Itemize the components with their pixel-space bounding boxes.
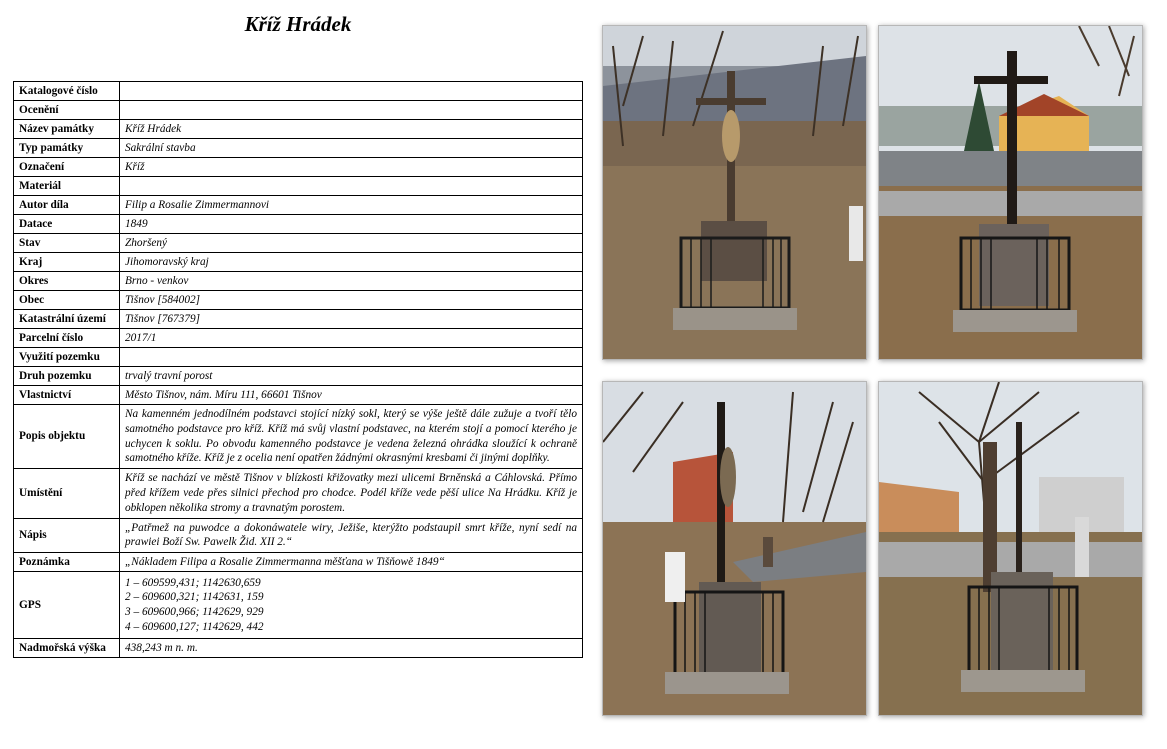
- row-value: Brno - venkov: [120, 272, 583, 291]
- row-value: „Nákladem Filipa a Rosalie Zimmermanna měšťana w Tišňowě 1849“: [120, 553, 583, 572]
- cross-side-image: [603, 382, 866, 715]
- table-row: [14, 553, 583, 572]
- row-value: Kříž se nachází ve městě Tišnov v blízkosti křižovatky mezi ulicemi Brněnská a Cáhlovská. Přímo před křížem vede přes silnici přechod pro chodce. Podél kříže vede pěší ulice Na Hrádku. Kříž je obklopen několika stromy a travnatým porostem.: [120, 469, 583, 518]
- row-label: Ocenění: [14, 101, 120, 120]
- row-label: Katastrální území: [14, 310, 120, 329]
- photo-cross-side: [602, 381, 867, 716]
- row-label: Popis objektu: [14, 405, 120, 469]
- row-value: Tišnov [767379]: [120, 310, 583, 329]
- row-label: Datace: [14, 215, 120, 234]
- table-row: [14, 82, 583, 101]
- gps-line: 1 – 609599,431; 1142630,659: [125, 576, 261, 589]
- row-label: Stav: [14, 234, 120, 253]
- row-value: 438,243 m n. m.: [120, 639, 583, 658]
- photo-cross-tree: [878, 381, 1143, 716]
- table-row: [14, 120, 583, 139]
- table-row: [14, 215, 583, 234]
- row-label: Typ památky: [14, 139, 120, 158]
- table-row: [14, 639, 583, 658]
- row-value: [120, 348, 583, 367]
- gps-values: [120, 572, 583, 639]
- photo-cross-front: [602, 25, 867, 360]
- row-label: Materiál: [14, 177, 120, 196]
- table-row: [14, 139, 583, 158]
- row-value: trvalý travní porost: [120, 367, 583, 386]
- table-row: [14, 469, 583, 518]
- row-value: Zhoršený: [120, 234, 583, 253]
- table-row: [14, 177, 583, 196]
- row-value: Na kamenném jednodílném podstavci stojící nízký sokl, který se výše ještě dále zužuje a tvoří tělo samotného podstavce pro kříž. Kříž má svůj vlastní podstavec, na kterém stojí a pomocí kterého je uchycen k soklu. Po obvodu kamenného podstavce je vedena železná ohrádka sloužící k ochraně samotného kříže. Kříž je z ocelia není opatřen žádnými okrasnými kresbami či jinými doplňky.: [120, 405, 583, 469]
- gps-line: 3 – 609600,966; 1142629, 929: [125, 606, 264, 619]
- table-row: [14, 405, 583, 469]
- table-row: [14, 367, 583, 386]
- table-row: [14, 253, 583, 272]
- row-label: Název památky: [14, 120, 120, 139]
- row-value: Město Tišnov, nám. Míru 111, 66601 Tišnov: [120, 386, 583, 405]
- row-label: Využití pozemku: [14, 348, 120, 367]
- row-label: Poznámka: [14, 553, 120, 572]
- table-row: [14, 329, 583, 348]
- row-value: „Patřmež na puwodce a dokonáwatele wiry, Ježiše, kterýžto podstaupil smrt kříže, nyní sedí na prawiei Boží Sw. Pawelk Žid. XII 2.“: [120, 518, 583, 553]
- row-value: Kříž: [120, 158, 583, 177]
- row-value: Kříž Hrádek: [120, 120, 583, 139]
- cross-front-image: [603, 26, 866, 359]
- row-value: 2017/1: [120, 329, 583, 348]
- table-row: [14, 386, 583, 405]
- table-row: [14, 348, 583, 367]
- row-value: [120, 82, 583, 101]
- table-row: [14, 272, 583, 291]
- table-row: [14, 310, 583, 329]
- row-label: Označení: [14, 158, 120, 177]
- row-label: Autor díla: [14, 196, 120, 215]
- row-label: Druh pozemku: [14, 367, 120, 386]
- row-value: Sakrální stavba: [120, 139, 583, 158]
- row-label: GPS: [14, 572, 120, 639]
- row-value: [120, 177, 583, 196]
- row-label: Kraj: [14, 253, 120, 272]
- row-label: Katalogové číslo: [14, 82, 120, 101]
- table-row: [14, 234, 583, 253]
- row-value: Filip a Rosalie Zimmermannovi: [120, 196, 583, 215]
- row-label: Nadmořská výška: [14, 639, 120, 658]
- gps-line: 2 – 609600,321; 1142631, 159: [125, 591, 264, 604]
- table-row: [14, 518, 583, 553]
- row-label: Umístění: [14, 469, 120, 518]
- table-row: [14, 291, 583, 310]
- row-label: Obec: [14, 291, 120, 310]
- monument-info-table: [13, 81, 583, 658]
- row-label: Okres: [14, 272, 120, 291]
- gps-line: 4 – 609600,127; 1142629, 442: [125, 620, 264, 633]
- row-label: Parcelní číslo: [14, 329, 120, 348]
- table-row: [14, 158, 583, 177]
- row-value: 1849: [120, 215, 583, 234]
- row-value: Tišnov [584002]: [120, 291, 583, 310]
- page-title: Kříž Hrádek: [244, 12, 352, 36]
- photo-cross-street: [878, 25, 1143, 360]
- cross-street-image: [879, 26, 1142, 359]
- table-row: [14, 101, 583, 120]
- row-value: [120, 101, 583, 120]
- row-label: Vlastnictví: [14, 386, 120, 405]
- table-row: [14, 572, 583, 639]
- row-value: Jihomoravský kraj: [120, 253, 583, 272]
- row-label: Nápis: [14, 518, 120, 553]
- cross-tree-image: [879, 382, 1142, 715]
- table-row: [14, 196, 583, 215]
